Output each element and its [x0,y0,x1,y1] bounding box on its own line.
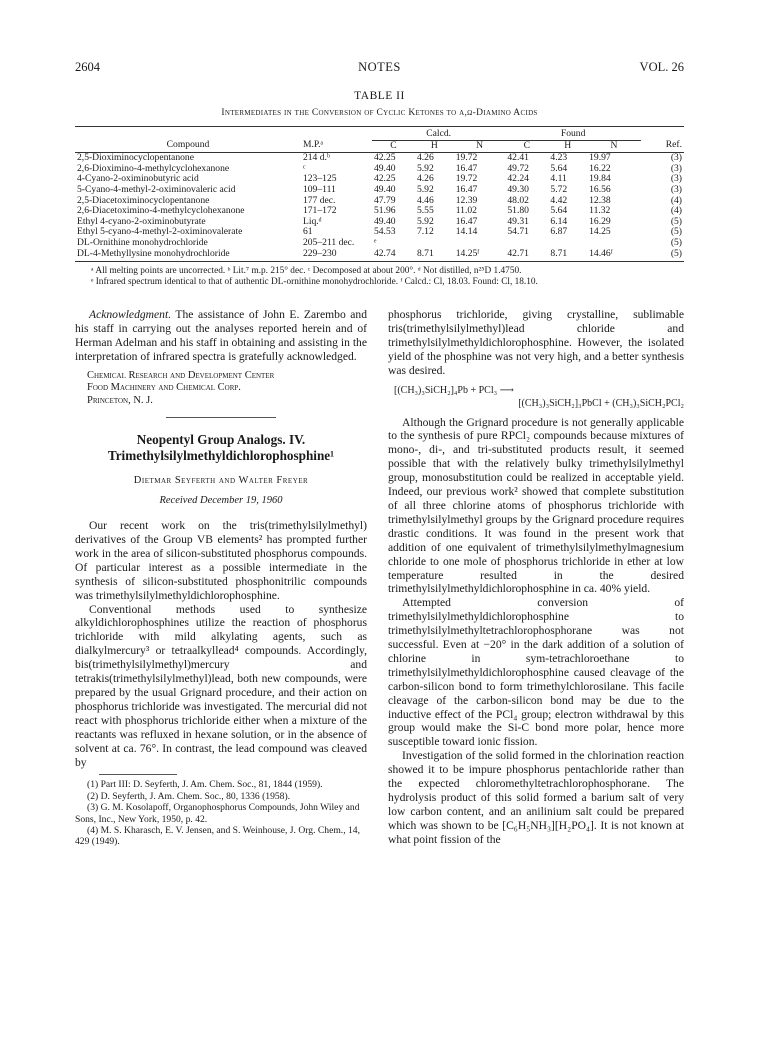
reference-3: (3) G. M. Kosolapoff, Organophosphorus Compounds, John Wiley and Sons, Inc., New York, 1950, p. 42. [75,802,360,825]
cell-found-n: 11.32 [589,205,611,217]
cell-ref: (3) [670,173,682,185]
cell-found-n [587,238,641,249]
running-header [75,60,684,78]
cell-found-n: 19.84 [589,173,611,185]
cell-calcd-n: 12.39 [455,194,478,206]
cell-mp: 171–172 [302,205,337,217]
cell-calcd-c: 42.74 [372,249,415,262]
cell-compound: 2,5-Diacetoximinocyclopentanone [77,194,210,206]
cell-calcd-h [415,238,454,249]
cell-found-c: 48.02 [507,194,529,206]
reference-1: (1) Part III: D. Seyferth, J. Am. Chem. Soc., 81, 1844 (1959). [87,779,323,791]
right-column [388,308,684,847]
paragraph-2: Conventional methods used to synthesize alkyldichlorophosphines utilize the reaction of phosphorus trichloride with mild alkylating agents, such as dialkylmercury³ or tetraalkyllead⁴ compounds. Accordingly, bis(trimethylsilylmethyl)mercury and tetrakis(trimethylsilylmethyl)lead, both new compounds, were prepared by the usual Grignard procedure, and their action on phosphorus trichloride was investigated. The mercurial did not react with phosphorus trichloride either when a mixture of the reactants was refluxed in hexane solution, or in the absence of solvent at ca. 76°. In contrast, the lead compound was cleaved by [75,602,367,769]
cell-calcd-h: 7.12 [416,226,434,238]
cell-ref: (3) [670,162,682,174]
cell-compound: 5-Cyano-4-methyl-2-oximinovaleric acid [77,183,236,195]
volume-number: VOL. 26 [639,60,684,74]
cell-calcd-n: 14.14 [455,226,478,238]
paragraph-investigation: Investigation of the solid formed in the chlorination reaction showed it to be impure phosphorus pentachloride rather than the expected chloromethyltetrachlorophosphorane. The hydrolysis product of this solid formed a barium salt of very low carbon content, and an anilinium salt could be prepared which was shown to be [C₆H₅NH₃][H₂PO₄]. It is not known at what point fission of the [388,749,684,846]
table-row [75,238,684,249]
cell-found-c: 54.71 [507,226,529,238]
cell-ref: (3) [670,152,682,164]
paragraph-grignard: Although the Grignard procedure is not generally applicable to the synthesis of pure RPCl₂ compounds because mixtures of mono-, di-, and tri-substituted products result, it seemed possible that with the relatively bulky trimethylsilylmethyl group, monosubstitution could be realized in acceptable yield. Indeed, our previous work² showed that complete substitution of all three chlorine atoms of phosphorus trichloride with trimethylsilylmethyl groups by the Grignard procedure requires drastic conditions. It was found in the present work that addition of one equivalent of trimethylsilylmethylmagnesium chloride to one mole of phosphorus trichloride in ether at low temperature resulted in the desired trimethylsilylmethyldichlorophosphine in ca. 40% yield. [388,415,684,596]
cell-mp: 229–230 [301,249,372,262]
cell-calcd-h: 5.55 [416,205,434,217]
received-date: Received December 19, 1960 [159,494,283,506]
paragraph-continued: phosphorus trichloride, giving crystalline, sublimable tris(trimethylsilylmethyl)lead chloride and trimethylsilylmethyldichlorophosphine. However, the isolated yield of the phosphine was not very high, and a better synthesis was desired. [388,308,684,377]
cell-calcd-n: 19.72 [455,152,478,164]
table-row [75,185,684,196]
reference-2: (2) D. Seyferth, J. Am. Chem. Soc., 80, 1336 (1958). [87,790,291,802]
col-calcd-c: C [372,140,415,153]
ack-text: The assistance of John E. Zarembo and his staff in carrying out the analyses reported herein and of Herman Adelman and his staff in obtaining and assisting in the interpretation of infrared spectra is gratefully acknowledged. [75,308,367,363]
cell-compound: 2,5-Dioximinocyclopentanone [77,152,194,164]
group-found: Found [505,127,641,141]
cell-found-h: 4.23 [550,152,568,164]
cell-calcd-c: 42.25 [373,152,396,164]
cell-mp: 214 d.ᵇ [302,152,330,164]
cell-ref: (5) [670,226,682,238]
group-calcd: Calcd. [372,127,505,141]
cell-ref: (4) [670,194,682,206]
article-title: Neopentyl Group Analogs. IV. Trimethylsilylmethyldichlorophosphine¹ [107,432,335,464]
cell-calcd-n: 16.47 [455,183,478,195]
affiliation-1: Chemical Research and Development Center [87,369,275,381]
table-header-row [75,140,684,153]
cell-found-h: 5.64 [550,205,568,217]
cell-calcd-h: 4.26 [416,173,434,185]
cell-compound: DL-4-Methyllysine monohydrochloride [75,249,301,262]
cell-found-n: 16.29 [589,215,611,227]
cell-calcd-c: 54.53 [373,226,396,238]
cell-calcd-n: 11.02 [455,205,477,217]
cell-found-h [548,238,587,249]
cell-calcd-c: 51.96 [373,205,396,217]
col-compound: Compound [75,140,301,153]
cell-calcd-n [454,238,506,249]
affiliation-3: Princeton, N. J. [87,394,153,406]
cell-ref: (3) [670,183,682,195]
affiliation-2: Food Machinery and Chemical Corp. [87,382,241,394]
cell-found-c: 42.41 [507,152,529,164]
cell-found-n: 19.97 [589,152,611,164]
cell-found-n: 16.56 [589,183,611,195]
data-table [75,126,684,262]
cell-calcd-n: 16.47 [455,215,478,227]
authors: Dietmar Seyferth and Walter Freyer [133,475,309,487]
col-found-h: H [548,140,587,153]
cell-found-h: 4.42 [550,194,568,206]
cell-mp: 123–125 [302,173,337,185]
cell-compound: Ethyl 5-cyano-4-methyl-2-oximinovalerate [77,226,243,238]
cell-compound: 4-Cyano-2-oximinobutyric acid [77,173,199,185]
cell-calcd-n: 16.47 [455,162,478,174]
references [75,779,367,847]
cell-calcd-c: 49.40 [373,162,396,174]
cell-found-h: 6.87 [550,226,568,238]
equation-line-2: [(CH₃)₃SiCH₂]₃PbCl + (CH₃)₃SiCH₂PCl₂ [518,397,684,409]
table-footnote-2: ᵉ Infrared spectrum identical to that of authentic DL-ornithine monohydrochloride. ᶠ Calcd.: Cl, 18.03. Found: Cl, 18.10. [91,277,538,287]
table-footnotes [75,266,684,288]
cell-calcd-n: 19.72 [455,173,478,185]
cell-mp: Liq.ᵈ [302,215,322,227]
cell-found-c: 49.31 [507,215,529,227]
table-footnote-1: ᵃ All melting points are uncorrected. ᵇ Lit.⁷ m.p. 215° dec. ᶜ Decomposed at about 200°. ᵈ Not distilled, n²⁵D 1.4750. [91,266,522,276]
cell-calcd-c: 42.25 [373,173,396,185]
table-group-header-row [75,127,684,141]
equation-line-1: [(CH₃)₃SiCH₂]₄Pb + PCl₃ ⟶ [394,384,514,396]
cell-found-n: 14.25 [589,226,611,238]
paragraph-chlorination: Attempted conversion of trimethylsilylmethyldichlorophosphine to trimethylsilylmethyltetrachlorophosphorane was not successful. Even at −20° in the dark addition of a solution of chlorine in sym-tetrachloroethane to trimethylsilylmethyldichlorophosphine caused cleavage of the carbon-silicon bond to form trimethylchlorosilane. This facile cleavage of the carbon-silicon bond may be due to the inductive effect of the PCl₄ group; electron withdrawal by this group would make the Si-C bond more polar, hence more susceptible toward ionic fission. [388,596,684,749]
cell-found-h: 5.64 [550,162,568,174]
cell-found-c: 51.80 [507,205,529,217]
cell-found-c: 49.72 [507,162,529,174]
cell-calcd-c: 47.79 [373,194,396,206]
cell-found-c: 42.24 [507,173,529,185]
cell-found-c: 49.30 [507,183,529,195]
cell-mp: 61 [302,226,313,238]
cell-calcd-h: 4.26 [416,152,434,164]
cell-found-n: 16.22 [589,162,611,174]
cell-calcd-h: 8.71 [415,249,454,262]
ack-title: Acknowledgment. [89,308,172,321]
cell-ref: (5) [670,215,682,227]
col-mp: M.P.ᵃ [301,140,372,153]
cell-compound: Ethyl 4-cyano-2-oximinobutyrate [77,215,206,227]
cell-calcd-h: 5.92 [416,215,434,227]
col-found-n: N [587,140,641,153]
cell-found-c: 42.71 [505,249,548,262]
cell-mp: 205–211 dec. [302,236,355,248]
cell-mp: ᶜ [302,162,306,174]
cell-found-h: 6.14 [550,215,568,227]
cell-ref: (5) [670,236,682,248]
cell-calcd-c: ᵉ [373,236,377,248]
col-calcd-h: H [415,140,454,153]
cell-found-c [505,238,548,249]
cell-mp: 109–111 [302,183,336,195]
table-caption: Intermediates in the Conversion of Cyclic Ketones to α,ω-Diamino Acids [221,108,538,118]
page-number: 2604 [75,60,100,74]
col-ref: Ref. [641,140,684,153]
cell-mp: 177 dec. [302,194,336,206]
cell-found-h: 4.11 [550,173,567,185]
col-calcd-n: N [454,140,506,153]
cell-calcd-c: 49.40 [373,183,396,195]
cell-calcd-h: 4.46 [416,194,434,206]
cell-found-h: 8.71 [548,249,587,262]
acknowledgment [75,308,367,364]
cell-compound: DL-Ornithine monohydrochloride [77,236,208,248]
cell-compound: 2,6-Diacetoximino-4-methylcyclohexanone [77,205,245,217]
cell-compound: 2,6-Dioximino-4-methylcyclohexanone [77,162,230,174]
cell-found-n: 12.38 [589,194,611,206]
cell-found-n: 14.46ᶠ [587,249,641,262]
cell-calcd-n: 14.25ᶠ [454,249,506,262]
reference-4: (4) M. S. Kharasch, E. V. Jensen, and S. Weinhouse, J. Org. Chem., 14, 429 (1949). [75,825,360,848]
cell-calcd-c: 49.40 [373,215,396,227]
cell-calcd-h: 5.92 [416,162,434,174]
cell-ref: (4) [670,205,682,217]
cell-found-h: 5.72 [550,183,568,195]
cell-ref: (5) [641,249,684,262]
cell-calcd-h: 5.92 [416,183,434,195]
col-found-c: C [505,140,548,153]
table-row [75,249,684,262]
table-title: TABLE II [354,90,405,102]
section-title: NOTES [358,60,401,74]
paragraph-1: Our recent work on the tris(trimethylsilylmethyl) derivatives of the Group VB elements² has prompted further work in the area of silicon-substituted phosphorus compounds. Of particular interest as a possible intermediate in the synthesis of silicon-substituted phosphonitrilic compounds was trimethylsilylmethyldichlorophosphine. [75,519,367,602]
left-column [75,308,367,848]
